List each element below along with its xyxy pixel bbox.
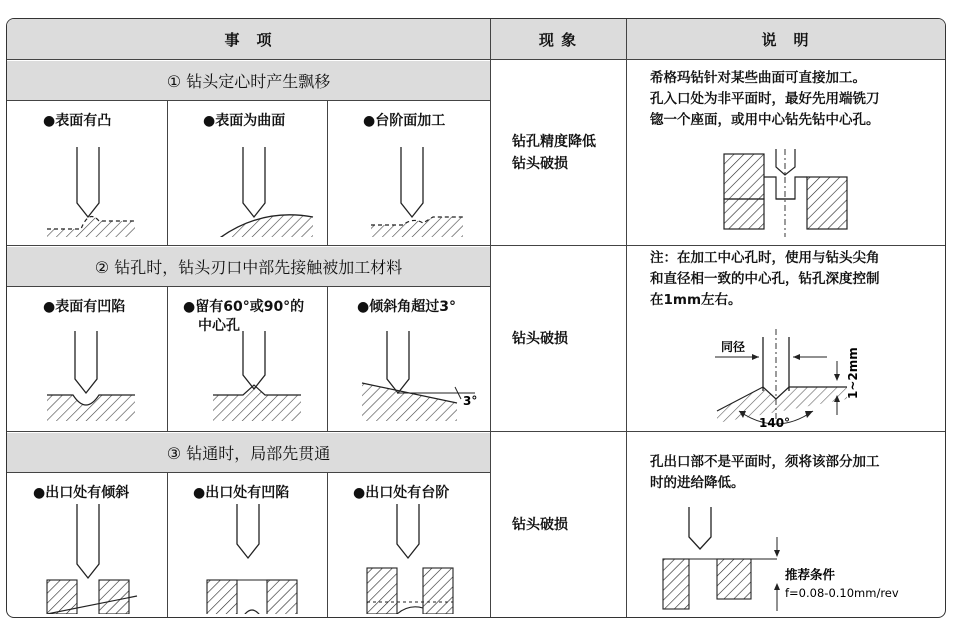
grid-line bbox=[626, 19, 627, 617]
header-phenomenon: 现 象 bbox=[490, 19, 626, 59]
recommended-label: 推荐条件 bbox=[785, 567, 836, 582]
row1-explanation bbox=[626, 61, 945, 131]
row2-sub-centerhole bbox=[173, 288, 333, 336]
row3-explanation bbox=[626, 445, 945, 494]
header-explanation: 说 明 bbox=[626, 19, 945, 59]
row2-explanation bbox=[626, 241, 945, 311]
row3-explanation-line2: 时的进给降低。 bbox=[650, 475, 745, 491]
grid-line bbox=[7, 245, 945, 246]
row1-title: ① 钻头定心时产生飘移 bbox=[7, 61, 490, 100]
grid-line bbox=[7, 472, 490, 473]
grid-line bbox=[7, 59, 945, 60]
grid-line bbox=[167, 286, 168, 431]
grid-line bbox=[327, 100, 328, 245]
feed-label: f=0.08-0.10mm/rev bbox=[785, 586, 899, 600]
grid-line bbox=[167, 472, 168, 617]
row2-explanation-line2: 和直径相一致的中心孔，钻孔深度控制 bbox=[650, 271, 880, 287]
same-diameter-label: 同径 bbox=[721, 340, 746, 354]
figure-center-hole-dimensions bbox=[697, 319, 897, 429]
row2-phenomenon-line1: 钻头破损 bbox=[512, 331, 568, 347]
figure-exit-step bbox=[357, 504, 477, 614]
row3-sub-exit-slope: ●出口处有倾斜 bbox=[33, 485, 130, 501]
figure-exit-concave bbox=[197, 504, 317, 614]
grid-line bbox=[7, 431, 945, 432]
row2-sub-tilt: ●倾斜角超过3° bbox=[357, 299, 456, 315]
angle-label: 140° bbox=[759, 416, 791, 429]
grid-line bbox=[7, 100, 490, 101]
figure-counterbore bbox=[719, 149, 859, 239]
figure-exit-feed bbox=[657, 507, 937, 615]
figure-step-surface bbox=[363, 147, 473, 237]
row3-sub-exit-step: ●出口处有台阶 bbox=[353, 485, 450, 501]
figure-exit-slope bbox=[37, 504, 147, 614]
row1-phenomenon-line2: 钻头破损 bbox=[512, 156, 568, 172]
row1-sub-curved: ●表面为曲面 bbox=[203, 113, 286, 129]
grid-line bbox=[7, 286, 490, 287]
figure-center-hole bbox=[203, 331, 313, 423]
grid-line bbox=[167, 100, 168, 245]
grid-line bbox=[327, 286, 328, 431]
grid-line bbox=[490, 19, 491, 617]
row3-sub-exit-concave: ●出口处有凹陷 bbox=[193, 485, 290, 501]
figure-tilted-surface bbox=[357, 331, 487, 423]
header-item: 事 项 bbox=[7, 19, 490, 59]
row3-phenomenon bbox=[490, 433, 626, 617]
row1-sub-convex: ●表面有凸 bbox=[43, 113, 112, 129]
row2-sub-concave: ●表面有凹陷 bbox=[43, 299, 126, 315]
row2-title: ② 钻孔时，钻头刃口中部先接触被加工材料 bbox=[7, 247, 490, 286]
row3-explanation-line1: 孔出口部不是平面时，须将该部分加工 bbox=[650, 454, 880, 470]
figure-convex-surface bbox=[37, 147, 147, 237]
tilt-angle-label: 3° bbox=[463, 394, 478, 408]
row1-sub-step: ●台阶面加工 bbox=[363, 113, 446, 129]
row3-title: ③ 钻通时，局部先贯通 bbox=[7, 433, 490, 472]
row1-phenomenon bbox=[490, 61, 626, 245]
row1-explanation-line3: 锪一个座面，或用中心钻先钻中心孔。 bbox=[650, 112, 880, 128]
row2-phenomenon bbox=[490, 247, 626, 431]
row1-explanation-line2: 孔入口处为非平面时，最好先用端铣刀 bbox=[650, 91, 880, 107]
row2-sub-centerhole-line2: 中心孔 bbox=[198, 318, 240, 334]
figure-curved-surface bbox=[203, 147, 323, 237]
figure-concave-surface bbox=[37, 331, 147, 423]
depth-label: 1~2mm bbox=[846, 347, 860, 399]
row1-explanation-line1: 希格玛钻针对某些曲面可直接加工。 bbox=[650, 70, 866, 86]
drilling-problems-table bbox=[6, 18, 946, 618]
row1-phenomenon-line1: 钻孔精度降低 bbox=[512, 134, 596, 150]
row3-phenomenon-line1: 钻头破损 bbox=[512, 517, 568, 533]
row2-explanation-line3: 在1mm左右。 bbox=[650, 292, 742, 308]
row2-sub-centerhole-line1: ●留有60°或90°的 bbox=[183, 299, 305, 315]
grid-line bbox=[327, 472, 328, 617]
row2-explanation-line1: 注：在加工中心孔时，使用与钻头尖角 bbox=[650, 250, 880, 266]
